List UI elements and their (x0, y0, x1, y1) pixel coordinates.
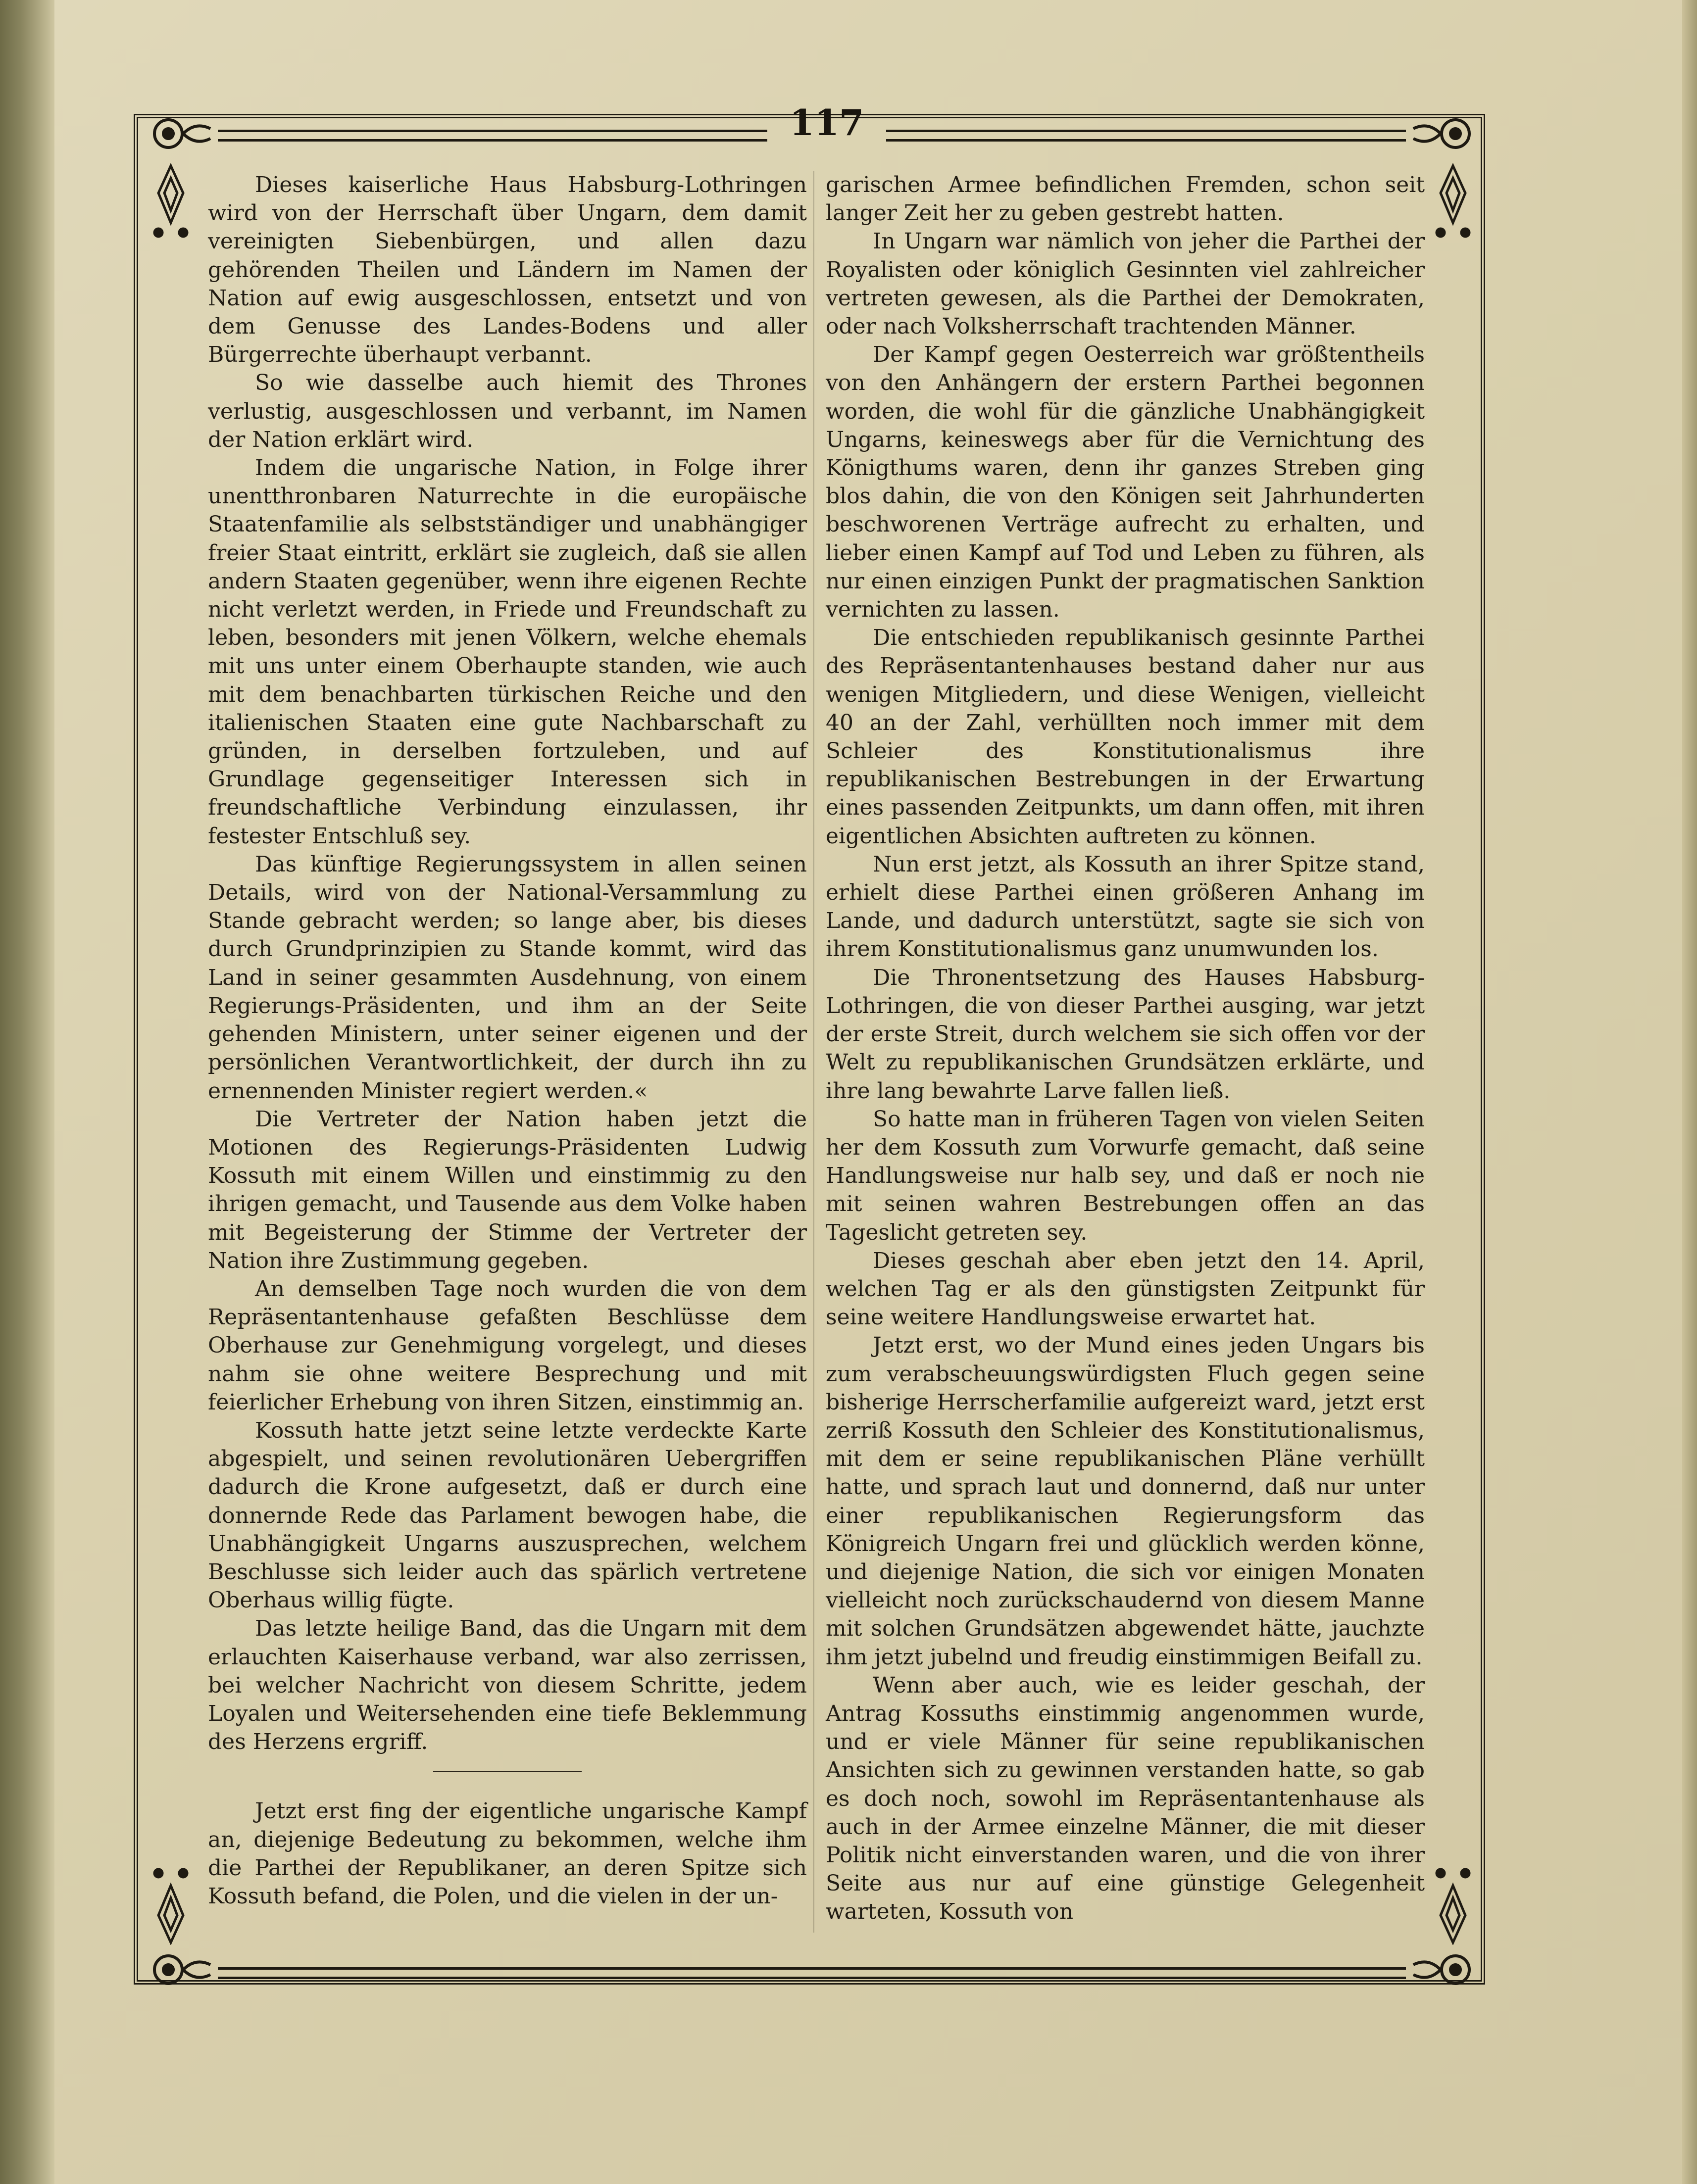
ornament-right-lower-icon (1431, 1861, 1475, 1945)
header-rule-right (886, 130, 1406, 142)
footer-rule (218, 1967, 1406, 1979)
section-divider (433, 1771, 582, 1772)
ornament-bottom-right-icon (1408, 1942, 1478, 1997)
ornament-bottom-left-icon (146, 1942, 215, 1997)
paragraph: Die entschieden republikanisch gesinnte Parthei des Repräsentantenhauses bestand daher nur aus wenigen Mitgliedern, und diese Wenigen, vielleicht 40 an der Zahl, verhüllten noch immer mit dem Schleier des Konstitutionalismus ihre republikanischen Bestrebungen in der Erwartung eines passenden Zeitpunkts, um dann offen, mit ihren eigentlichen Absichten auftreten zu können. (826, 625, 1425, 849)
paragraph: Die Vertreter der Nation haben jetzt die Motionen des Regierungs-Präsidenten Ludwig Kossuth mit einem Willen und einstimmig zu den ihrigen gemacht, und Tausende aus dem Volke haben mit Begeisterung der Stimme der Vertreter der Nation ihre Zustimmung gegeben. (208, 1106, 807, 1273)
paragraph: So wie dasselbe auch hiemit des Thrones verlustig, ausgeschlossen und verbannt, im Namen der Nation erklärt wird. (208, 370, 807, 452)
ornament-left-lower-icon (149, 1861, 193, 1945)
ornament-right-upper-icon (1431, 163, 1475, 247)
paragraph: Das letzte heilige Band, das die Ungarn mit dem erlauchten Kaiserhause verband, war also zerrissen, bei welcher Nachricht von diesem Schritte, jedem Loyalen und Weitersehenden eine tiefe Beklemmung des Herzens ergriff. (208, 1616, 807, 1755)
right-column (826, 171, 1425, 1926)
paragraph: Der Kampf gegen Oesterreich war größtentheils von den Anhängern der erstern Parthei begonnen worden, die wohl für die gänzliche Unabhängigkeit Ungarns, keineswegs aber für die Vernichtung des Königthums waren, denn ihr ganzes Streben ging blos dahin, die von den Königen seit Jahrhunderten beschworenen Verträge aufrecht zu erhalten, und lieber einen Kampf auf Tod und Leben zu führen, als nur einen einzigen Punkt der pragmatischen Sanktion vernichten zu lassen. (826, 342, 1425, 623)
book-spine (0, 0, 54, 2184)
paragraph: Jetzt erst fing der eigentliche ungarische Kampf an, diejenige Bedeutung zu bekommen, welche ihm die Parthei der Republikaner, an deren Spitze sich Kossuth befand, die Polen, und die vielen in der un- (208, 1798, 807, 1909)
page-edge (1682, 0, 1697, 2184)
paragraph: Nun erst jetzt, als Kossuth an ihrer Spitze stand, erhielt diese Parthei einen größeren Anhang im Lande, und dadurch unterstützt, sagte sie sich von ihrem Konstitutionalismus ganz unumwunden los. (826, 851, 1425, 962)
ornament-left-upper-icon (149, 163, 193, 247)
paragraph: Indem die ungarische Nation, in Folge ihrer unentthronbaren Naturrechte in die europäische Staatenfamilie als selbstständiger und unabhängiger freier Staat eintritt, erklärt sie zugleich, daß sie allen andern Staaten gegenüber, wenn ihre eigenen Rechte nicht verletzt werden, in Friede und Freundschaft zu leben, besonders mit jenen Völkern, welche ehemals mit uns unter einem Oberhaupte standen, wie auch mit dem benachbarten türkischen Reiche und den italienischen Staaten eine gute Nachbarschaft zu gründen, in derselben fortzuleben, und auf Grundlage gegenseitiger Interessen sich in freundschaftliche Verbindung einzulassen, ihr festester Entschluß sey. (208, 455, 807, 849)
header-rule-left (218, 130, 767, 142)
paragraph: Dieses geschah aber eben jetzt den 14. April, welchen Tag er als den günstigsten Zeitpunkt für seine weitere Handlungsweise erwartet hat. (826, 1248, 1425, 1330)
paragraph: Kossuth hatte jetzt seine letzte verdeckte Karte abgespielt, und seinen revolutionären Uebergriffen dadurch die Krone aufgesetzt, daß er durch eine donnernde Rede das Parlament bewogen habe, die Unabhängigkeit Ungarns auszusprechen, welchem Beschlusse sich leider auch das spärlich vertretene Oberhaus willig fügte. (208, 1417, 807, 1613)
ornament-top-left-icon (146, 106, 215, 161)
paragraph: In Ungarn war nämlich von jeher die Parthei der Royalisten oder königlich Gesinnten viel zahlreicher vertreten gewesen, als die Parthei der Demokraten, oder nach Volksherrschaft trachtenden Männer. (826, 229, 1425, 340)
left-column (208, 171, 807, 1910)
paragraph: garischen Armee befindlichen Fremden, schon seit langer Zeit her zu geben gestrebt hatten. (826, 172, 1425, 226)
paragraph: Die Thronentsetzung des Hauses Habsburg-Lothringen, die von dieser Parthei ausging, war jetzt der erste Streit, durch welchem sie sich offen vor der Welt zu republikanischen Grundsätzen erklärte, und ihre lang bewahrte Larve fallen ließ. (826, 965, 1425, 1104)
paragraph: Dieses kaiserliche Haus Habsburg-Lothringen wird von der Herrschaft über Ungarn, dem damit vereinigten Siebenbürgen, und allen dazu gehörenden Theilen und Ländern im Namen der Nation auf ewig ausgeschlossen, entsetzt und von dem Genusse des Landes-Bodens und aller Bürgerrechte überhaupt verbannt. (208, 172, 807, 368)
ornament-top-right-icon (1408, 106, 1478, 161)
column-rule (813, 171, 814, 1933)
page-number: 117 (789, 101, 864, 144)
paragraph: An demselben Tage noch wurden die von dem Repräsentantenhause gefaßten Beschlüsse dem Oberhause zur Genehmigung vorgelegt, und dieses nahm sie ohne weitere Besprechung und mit feierlicher Erhebung von ihren Sitzen, einstimmig an. (208, 1276, 807, 1415)
paragraph: Wenn aber auch, wie es leider geschah, der Antrag Kossuths einstimmig angenommen wurde, und er viele Männer für seine republikanischen Ansichten sich zu gewinnen verstanden hatte, so gab es doch noch, sowohl im Repräsentantenhause als auch in der Armee einzelne Männer, die mit dieser Politik nicht einverstanden waren, und die von ihrer Seite aus nur auf eine günstige Gelegenheit warteten, Kossuth von (826, 1672, 1425, 1925)
paragraph: Jetzt erst, wo der Mund eines jeden Ungars bis zum verabscheuungswürdigsten Fluch gegen seine bisherige Herrscherfamilie aufgereizt ward, jetzt erst zerriß Kossuth den Schleier des Konstitutionalismus, mit dem er seine republikanischen Pläne verhüllt hatte, und sprach laut und donnernd, daß nur unter einer republikanischen Regierungsform das Königreich Ungarn frei und glücklich werden könne, und diejenige Nation, die sich vor einigen Monaten vielleicht noch zurückschaudernd von diesem Manne mit solchen Grundsätzen abgewendet hätte, jauchzte ihm jetzt jubelnd und freudig einstimmigen Beifall zu. (826, 1333, 1425, 1670)
paragraph: So hatte man in früheren Tagen von vielen Seiten her dem Kossuth zum Vorwurfe gemacht, daß seine Handlungsweise nur halb sey, und daß er noch nie mit seinen wahren Bestrebungen offen an das Tageslicht getreten sey. (826, 1106, 1425, 1245)
paragraph: Das künftige Regierungssystem in allen seinen Details, wird von der National-Versammlung zu Stande gebracht werden; so lange aber, bis dieses durch Grundprinzipien zu Stande kommt, wird das Land in seiner gesammten Ausdehnung, von einem Regierungs-Präsidenten, und ihm an der Seite gehenden Ministern, unter seiner eigenen und der persönlichen Verantwortlichkeit, der durch ihn zu ernennenden Minister regiert werden.« (208, 851, 807, 1104)
